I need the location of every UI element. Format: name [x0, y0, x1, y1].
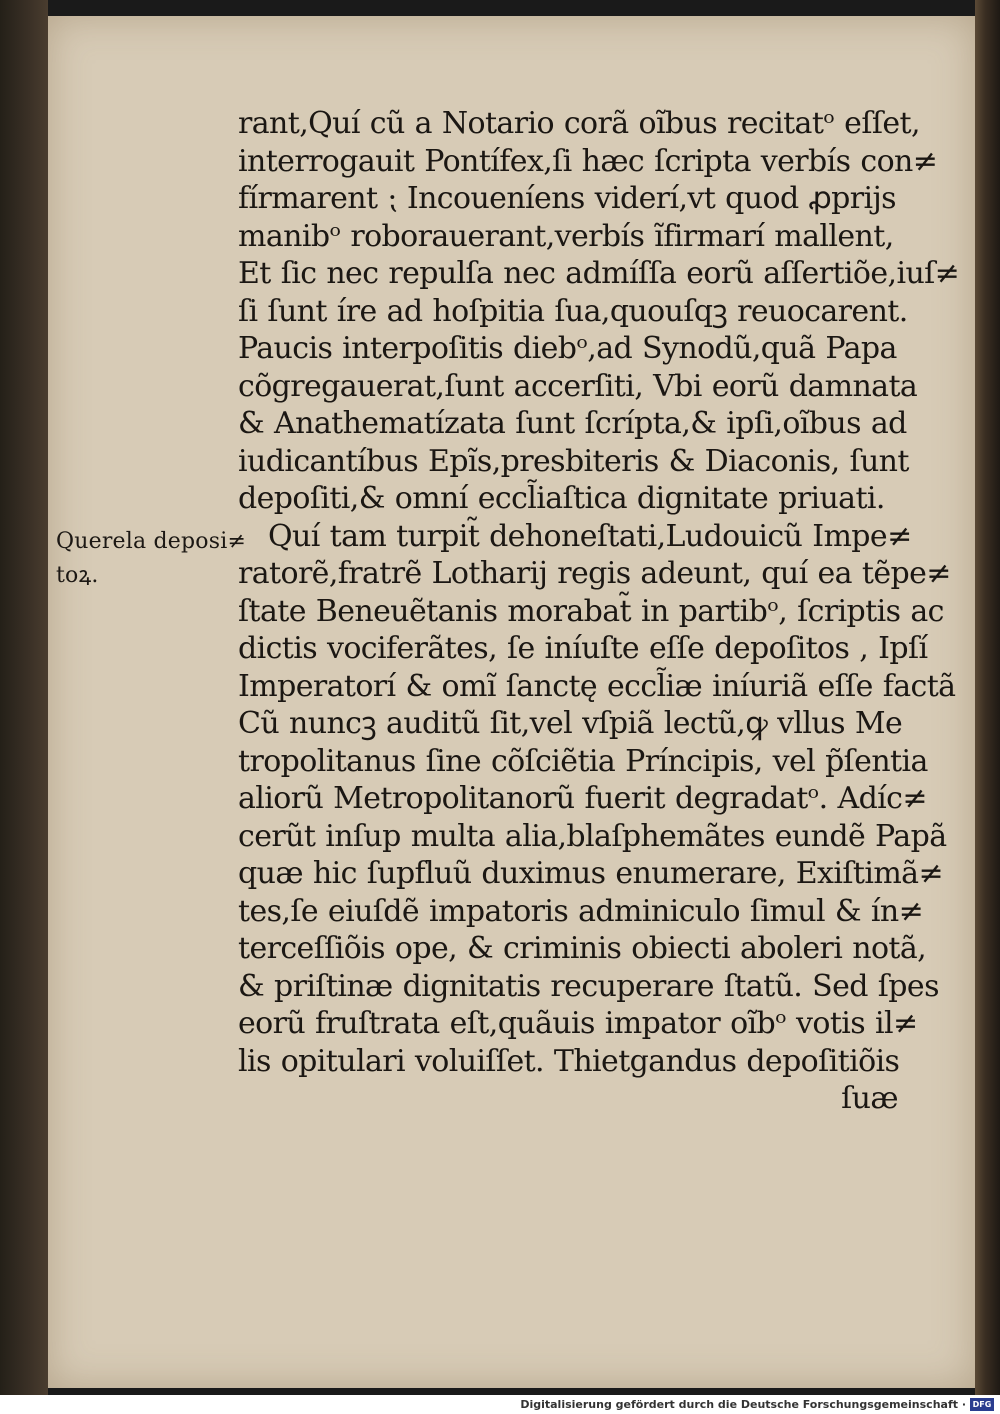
text-line: & priſtinæ dignitatis recuperare ſtatũ. Sed ſpes — [238, 968, 939, 1004]
marginal-note-line-1: Querela deposi≠ — [56, 529, 247, 554]
text-line: Quí tam turpit̃ dehoneſtati,Ludouicũ Impe≠ — [268, 518, 912, 554]
catchword: ſuæ — [841, 1081, 898, 1116]
page-edge-right — [975, 0, 1000, 1395]
text-line: ſi ſunt íre ad hoſpitia ſua,quouſqꝫ reuocarent. — [238, 293, 908, 329]
text-line: depoſiti,& omní eccl̃iaſtica dignitate priuati. — [238, 481, 885, 516]
text-line: rant,Quí cũ a Notario corã oĩbus recitatᵒ eſſet, — [238, 106, 920, 141]
text-line: interrogauit Pontífex,ſi hæc ſcripta verbís con≠ — [238, 143, 938, 179]
text-line: ſtate Beneuẽtanis morabat̃ in partibᵒ, ſcriptis ac — [238, 593, 944, 629]
marginal-note-line-2: toꝝ. — [56, 563, 99, 588]
text-line: iudicantíbus Epĩs,presbiteris & Diaconis, ſunt — [238, 443, 909, 479]
text-line: quæ hic ſupfluũ duximus enumerare, Exiſtimã≠ — [238, 856, 943, 891]
text-line: & Anathematízata ſunt ſcrípta,& ipſi,oĩbus ad — [238, 406, 907, 441]
text-line: aliorũ Metropolitanorũ fuerit degradatᵒ. Adíc≠ — [238, 781, 927, 816]
text-line: tropolitanus ſine cõſciẽtia Príncipis, vel p̃ſentia — [238, 743, 928, 779]
text-line: Imperatorí & omĩ ſanctę eccl̃iæ iníuriã eſſe factã — [238, 668, 956, 704]
text-line: dictis vociferãtes, ſe iníuſte eſſe depoſitos , Ipſí — [238, 631, 928, 666]
text-line: ratorẽ,fratrẽ Lotharij regis adeunt, quí ea tẽpe≠ — [238, 556, 951, 591]
text-line: terceſſiõis ope, & criminis obiecti aboleri notã, — [238, 931, 927, 966]
text-line: Paucis interpoſitis diebᵒ,ad Synodũ,quã Papa — [238, 331, 897, 366]
text-line: fírmarent ⁏ Incoueníens viderí,vt quod ꝓprijs — [238, 181, 896, 216]
text-line: cerũt inſup multa alia,blaſphemãtes eundẽ Papã — [238, 818, 947, 854]
dfg-credit: Digitalisierung gefördert durch die Deutsche Forschungsgemeinschaft · — [520, 1398, 966, 1411]
body-text — [238, 105, 960, 1118]
text-line: lis opitulari voluiſſet. Thietgandus depoſitiõis — [238, 1043, 900, 1079]
text-line: cõgregauerat,ſunt accerſiti, Vbi eorũ damnata — [238, 368, 918, 404]
text-line: manibᵒ roborauerant,verbís ĩfirmarí mallent, — [238, 218, 894, 254]
marginal-note — [56, 525, 246, 593]
text-line: Cũ nuncꝫ auditũ ſit,vel vſpiã lectũ,ꝙ vllus Me — [238, 706, 903, 741]
text-line: Et ſic nec repulſa nec admíſſa eorũ aſſertiõe,iuſ≠ — [238, 256, 960, 291]
text-line: tes,ſe eiuſdẽ impatoris adminiculo ſimul & ín≠ — [238, 893, 924, 929]
page-edge-left — [0, 0, 48, 1395]
dfg-logo-icon: DFG — [970, 1398, 994, 1411]
text-line: eorũ fruſtrata eſt,quãuis impator oĩbᵒ votis il≠ — [238, 1006, 918, 1041]
footer-bar — [0, 1395, 1000, 1414]
